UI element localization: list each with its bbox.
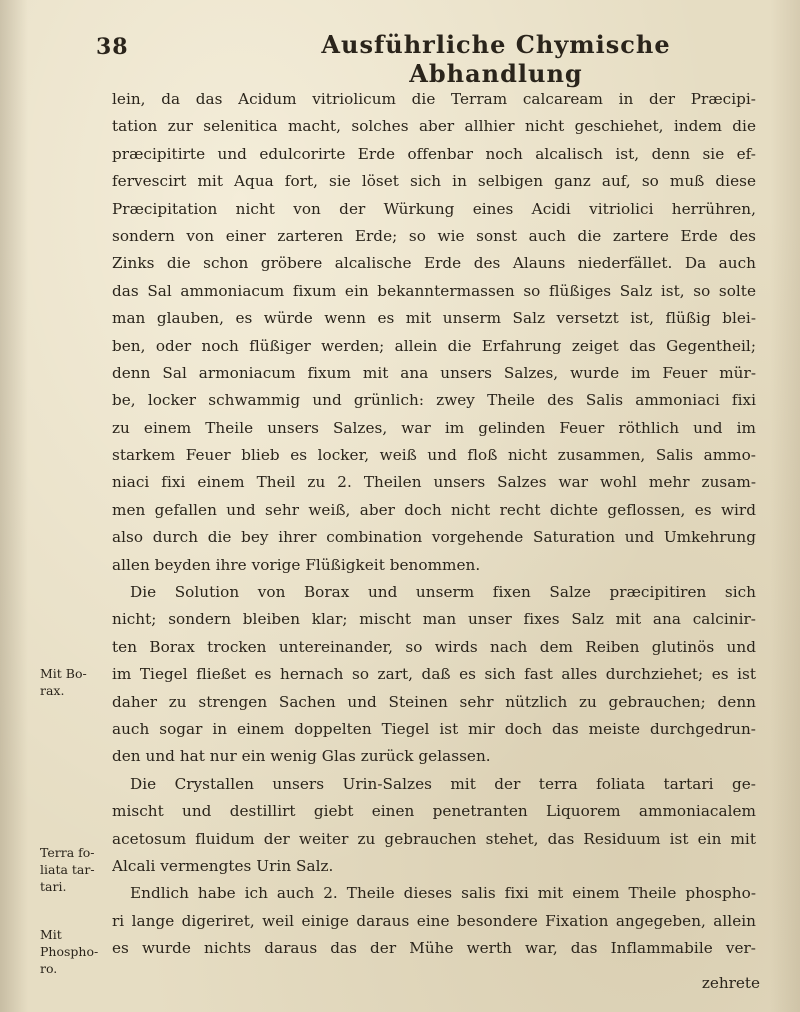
- text-line: im Tiegel fließet es hernach so zart, daß es sich fast alles durchziehet; es ist: [112, 665, 756, 684]
- text-line: Alcali vermengtes Urin Salz.: [112, 856, 334, 875]
- margin-note-line: ro.: [40, 961, 58, 976]
- text-line: præcipitirte und edulcorirte Erde offenbar noch alcalisch ist, denn sie ef-: [112, 144, 756, 163]
- text-line: auch sogar in einem doppelten Tiegel ist mir doch das meiste durchgedrun-: [112, 719, 756, 738]
- margin-note-line: liata tar-: [40, 862, 95, 877]
- margin-note-line: Phospho-: [40, 944, 99, 959]
- margin-note-borax: [40, 665, 112, 699]
- text-line: allen beyden ihre vorige Flüßigkeit benommen.: [112, 555, 481, 574]
- text-line: mischt und destillirt giebt einen penetranten Liquorem ammoniacalem: [112, 802, 756, 821]
- text-line: niaci fixi einem Theil zu 2. Theilen unsers Salzes war wohl mehr zusam-: [112, 473, 756, 492]
- margin-note-line: Mit: [40, 927, 62, 942]
- text-line: starkem Feuer blieb es locker, weiß und floß nicht zusammen, Salis ammo-: [112, 446, 756, 465]
- text-line: acetosum fluidum der weiter zu gebrauchen stehet, das Residuum ist ein mit: [112, 829, 756, 848]
- margin-note-line: Mit Bo-: [40, 666, 87, 681]
- text-line: es wurde nichts daraus das der Mühe werth war, das Inflammabile ver-: [112, 939, 756, 958]
- catchword: zehrete: [701, 974, 760, 992]
- text-line: tation zur selenitica macht, solches aber allhier nicht geschiehet, indem die: [112, 117, 756, 136]
- body-text: [112, 86, 756, 963]
- margin-note-terra-foliata: [40, 844, 112, 895]
- text-line: nicht; sondern bleiben klar; mischt man unser fixes Salz mit ana calcinir-: [112, 610, 756, 629]
- text-line: Endlich habe ich auch 2. Theile dieses salis fixi mit einem Theile phospho-: [130, 884, 756, 903]
- running-title: Ausführliche Chymische Abhandlung: [321, 30, 671, 88]
- text-line: fervescirt mit Aqua fort, sie löset sich in selbigen ganz auf, so muß diese: [112, 172, 756, 191]
- text-line: ri lange digeriret, weil einige daraus eine besondere Fixation angegeben, allein: [112, 911, 756, 930]
- text-line: also durch die bey ihrer combination vorgehende Saturation und Umkehrung: [112, 528, 756, 547]
- margin-note-line: tari.: [40, 879, 67, 894]
- margin-note-line: Terra fo-: [40, 845, 95, 860]
- text-line: Præcipitation nicht von der Würkung eines Acidi vitriolici herrühren,: [112, 199, 756, 218]
- text-line: Die Solution von Borax und unserm fixen Salze præcipitiren sich: [130, 583, 756, 602]
- text-line: den und hat nur ein wenig Glas zurück gelassen.: [112, 747, 491, 766]
- gutter-shadow: [0, 0, 28, 1012]
- text-line: Die Crystallen unsers Urin-Salzes mit der terra foliata tartari ge-: [130, 774, 756, 793]
- text-line: be, locker schwammig und grünlich: zwey Theile des Salis ammoniaci fixi: [112, 391, 756, 410]
- page-edge-shadow: [770, 0, 800, 1012]
- text-line: daher zu strengen Sachen und Steinen sehr nützlich zu gebrauchen; denn: [112, 692, 756, 711]
- margin-note-line: rax.: [40, 683, 65, 698]
- text-line: man glauben, es würde wenn es mit unserm Salz versetzt ist, flüßig blei-: [112, 309, 756, 328]
- text-line: lein, da das Acidum vitriolicum die Terram calcaream in der Præcipi-: [112, 90, 756, 108]
- text-line: zu einem Theile unsers Salzes, war im gelinden Feuer röthlich und im: [112, 418, 756, 437]
- text-line: ten Borax trocken untereinander, so wirds nach dem Reiben glutinös und: [112, 637, 756, 656]
- text-line: men gefallen und sehr weiß, aber doch nicht recht dichte geflossen, es wird: [112, 500, 756, 519]
- page-header: [96, 20, 751, 88]
- text-line: sondern von einer zarteren Erde; so wie sonst auch die zartere Erde des: [112, 226, 756, 245]
- text-line: das Sal ammoniacum fixum ein bekanntermassen so flüßiges Salz ist, so solte: [112, 281, 756, 300]
- text-line: denn Sal armoniacum fixum mit ana unsers Salzes, wurde im Feuer mür-: [112, 363, 756, 382]
- text-line: Zinks die schon gröbere alcalische Erde des Alauns niederfället. Da auch: [112, 254, 756, 273]
- margin-note-phosphoro: [40, 926, 112, 977]
- text-line: ben, oder noch flüßiger werden; allein die Erfahrung zeiget das Gegentheil;: [112, 336, 756, 355]
- page-number: 38: [96, 34, 129, 60]
